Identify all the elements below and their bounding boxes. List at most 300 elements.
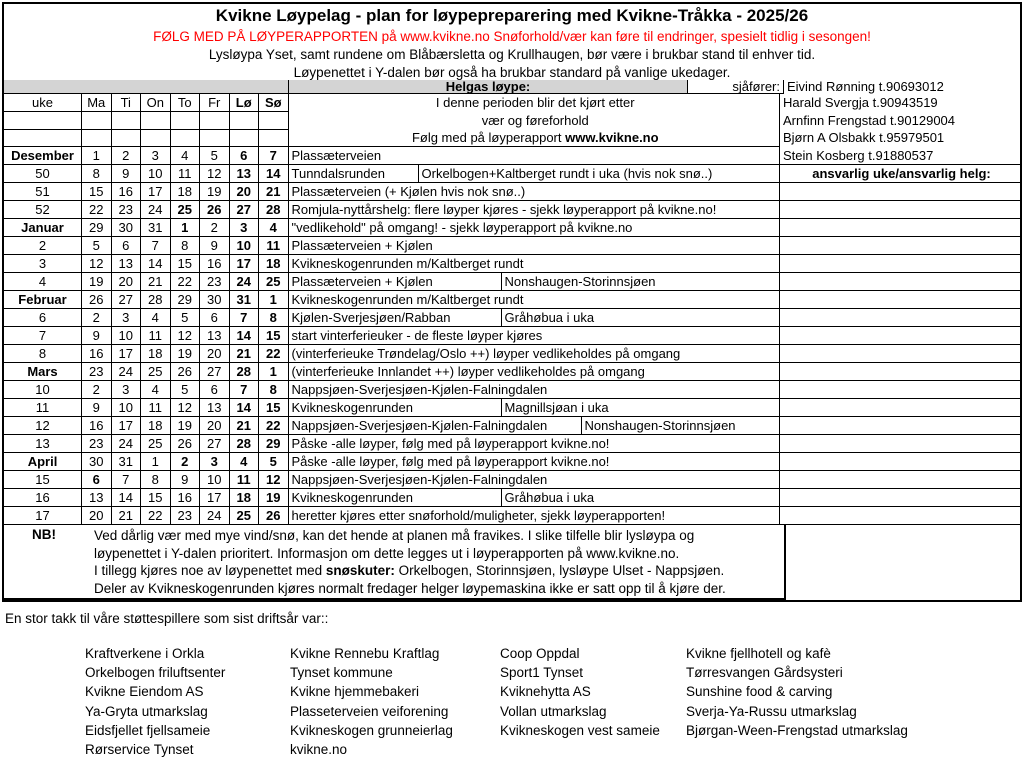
driver-cell: Harald Svergja t.90943519: [783, 95, 938, 110]
date-cell: 5: [82, 237, 112, 255]
date-cell: 13: [230, 165, 260, 183]
sponsor-name: Plasseterveien veiforening: [290, 703, 449, 719]
date-cell: 26: [200, 201, 230, 219]
route-cell: start vinterferieuker - de fleste løyper kjøres: [289, 327, 781, 345]
date-cell: 20: [230, 183, 260, 201]
route-cell: Kvikneskogenrunden m/Kaltberget rundt: [289, 291, 781, 309]
date-cell: 4: [259, 219, 289, 237]
driver-cell: Eivind Rønning t.90693012: [787, 80, 944, 94]
date-cell: 11: [141, 399, 171, 417]
date-cell: 5: [171, 381, 201, 399]
schedule-row: [4, 435, 1020, 453]
date-cell: 7: [230, 309, 260, 327]
date-cell: 21: [141, 273, 171, 291]
day-header-cell: [141, 130, 171, 147]
date-cell: 8: [82, 165, 112, 183]
uke-header-cell: [4, 112, 82, 130]
date-cell: 14: [259, 165, 289, 183]
date-cell: 22: [82, 201, 112, 219]
sponsor-name: Coop Oppdal: [500, 646, 580, 661]
date-cell: 28: [230, 435, 260, 453]
date-cell: 5: [171, 309, 201, 327]
date-cell: 21: [112, 507, 142, 525]
route-cell: Plassæterveien + Kjølen: [289, 237, 781, 255]
period-note-cell: Følg med på løyperapport www.kvikne.no: [289, 130, 781, 147]
date-cell: 10: [200, 471, 230, 489]
date-cell: 6: [200, 309, 230, 327]
date-cell: 18: [141, 345, 171, 363]
route-cell: Nonshaugen-Storinnsjøen: [582, 417, 781, 435]
week-number-cell: 12: [4, 417, 82, 435]
route-cell: Kvikneskogenrunden m/Kaltberget rundt: [289, 255, 781, 273]
day-header-cell: [82, 112, 112, 130]
page-title: Kvikne Løypelag - plan for løypepreparering med Kvikne-Tråkka - 2025/26: [215, 6, 809, 25]
sponsor-name: Sport1 Tynset: [500, 665, 584, 681]
schedule-row: [4, 489, 1020, 507]
week-number-cell: 3: [4, 255, 82, 273]
route-cell: Tunndalsrunden: [289, 165, 419, 183]
date-cell: 21: [259, 183, 289, 201]
date-cell: 20: [200, 417, 230, 435]
day-header-cell: To: [171, 94, 201, 112]
ansvarlig-empty-cell: [780, 417, 1020, 435]
nb-line: Deler av Kvikneskogenrunden kjøres normalt fredager helger løypemaskina ikke er satt opp til å kjøre der.: [94, 580, 726, 596]
day-header-cell: [230, 112, 260, 130]
date-cell: 24: [141, 201, 171, 219]
date-cell: 31: [230, 291, 260, 309]
helgas-spacer-cell: [4, 80, 289, 94]
date-cell: 18: [141, 417, 171, 435]
date-cell: 12: [171, 399, 201, 417]
date-cell: 5: [259, 453, 289, 471]
date-cell: 16: [200, 255, 230, 273]
date-cell: 19: [82, 273, 112, 291]
sponsor-column: [500, 644, 660, 740]
date-cell: 1: [259, 363, 289, 381]
date-cell: 31: [141, 219, 171, 237]
helgas-label-cell: Helgas løype:: [289, 80, 688, 94]
date-cell: 19: [259, 489, 289, 507]
route-cell: (vinterferieuke Innlandet ++) løyper vedlikeholdes på omgang: [289, 363, 781, 381]
date-cell: 7: [230, 381, 260, 399]
schedule-row: [4, 201, 1020, 219]
week-number-cell: 11: [4, 399, 82, 417]
sjafor-label-cell: sjåfører:: [688, 80, 784, 94]
date-cell: 3: [141, 147, 171, 165]
kvikne-url: www.kvikne.no: [565, 130, 659, 145]
ansvarlig-empty-cell: [780, 435, 1020, 453]
date-cell: 22: [259, 417, 289, 435]
warning-line: FØLG MED PÅ LØYPERAPPORTEN på www.kvikne.no Snøforhold/vær kan føre til endringer, spesielt tidlig i sesongen!: [153, 29, 871, 44]
date-cell: 10: [112, 399, 142, 417]
schedule-row: [4, 237, 1020, 255]
date-cell: 27: [230, 201, 260, 219]
date-cell: 14: [230, 327, 260, 345]
date-cell: 14: [141, 255, 171, 273]
day-header-cell: [112, 130, 142, 147]
date-cell: 25: [141, 435, 171, 453]
date-cell: 30: [200, 291, 230, 309]
date-cell: 4: [141, 381, 171, 399]
week-number-cell: 4: [4, 273, 82, 291]
sponsor-name: Sunshine food & carving: [686, 684, 833, 700]
date-cell: 1: [82, 147, 112, 165]
uke-header-cell: [4, 130, 82, 147]
sponsor-name: Tynset kommune: [290, 665, 393, 681]
date-cell: 24: [112, 363, 142, 381]
day-header-cell: Sø: [259, 94, 289, 112]
day-header-cell: On: [141, 94, 171, 112]
sponsor-name: Kvikne hjemmebakeri: [290, 684, 420, 700]
date-cell: 13: [112, 255, 142, 273]
date-cell: 11: [230, 471, 260, 489]
date-cell: 2: [171, 453, 201, 471]
week-number-cell: 13: [4, 435, 82, 453]
route-cell: Magnillsjøan i uka: [502, 399, 781, 417]
route-cell: Gråhøbua i uka: [502, 489, 781, 507]
date-cell: 17: [230, 255, 260, 273]
week-number-cell: 6: [4, 309, 82, 327]
date-cell: 8: [259, 309, 289, 327]
date-cell: 25: [171, 201, 201, 219]
driver-cell: Arnfinn Frengstad t.90129004: [783, 113, 956, 128]
date-cell: 3: [112, 381, 142, 399]
week-number-cell: 2: [4, 237, 82, 255]
ansvarlig-empty-cell: [780, 309, 1020, 327]
date-cell: 18: [230, 489, 260, 507]
date-cell: 21: [230, 417, 260, 435]
nb-line: I tillegg kjøres noe av løypenettet med snøskuter: Orkelbogen, Storinnsjøen, lysløype Ulset - Nappsjøen.: [94, 563, 725, 578]
date-cell: 12: [200, 165, 230, 183]
date-cell: 9: [112, 165, 142, 183]
sponsor-name: Ya-Gryta utmarkslag: [85, 703, 208, 719]
schedule-row: [4, 417, 1020, 435]
sponsor-name: Tørresvangen Gårdsysteri: [686, 665, 843, 681]
route-cell: Plassæterveien: [289, 147, 781, 165]
schedule-row: [4, 291, 1020, 309]
sponsor-name: Rørservice Tynset: [85, 742, 194, 758]
header-spacer-row: [4, 130, 1020, 147]
date-cell: 15: [141, 489, 171, 507]
date-cell: 9: [82, 399, 112, 417]
month-label-cell: April: [4, 453, 82, 471]
date-cell: 1: [171, 219, 201, 237]
route-cell: Plassæterveien + Kjølen: [289, 273, 502, 291]
day-header-cell: [171, 130, 201, 147]
date-cell: 23: [200, 273, 230, 291]
schedule-row: [4, 255, 1020, 273]
schedule-row: [4, 309, 1020, 327]
schedule-row: [4, 165, 1020, 183]
sponsor-name: Kvikne Eiendom AS: [85, 684, 204, 700]
date-cell: 11: [141, 327, 171, 345]
day-header-cell: [171, 112, 201, 130]
date-cell: 15: [259, 327, 289, 345]
schedule-row: [4, 219, 1020, 237]
route-cell: Romjula-nyttårshelg: flere løyper kjøres - sjekk løyperapport på kvikne.no!: [289, 201, 781, 219]
month-label-cell: Mars: [4, 363, 82, 381]
date-cell: 4: [141, 309, 171, 327]
date-cell: 26: [171, 435, 201, 453]
sponsor-name: kvikne.no: [290, 742, 348, 758]
ansvarlig-empty-cell: [780, 291, 1020, 309]
schedule-row: [4, 183, 1020, 201]
date-cell: 23: [171, 507, 201, 525]
date-cell: 7: [141, 237, 171, 255]
ansvarlig-empty-cell: [780, 507, 1020, 525]
date-cell: 31: [112, 453, 142, 471]
date-cell: 11: [171, 165, 201, 183]
route-cell: Plassæterveien (+ Kjølen hvis nok snø..): [289, 183, 781, 201]
schedule-row: [4, 399, 1020, 417]
date-cell: 12: [82, 255, 112, 273]
date-cell: 26: [82, 291, 112, 309]
helgas-row: [4, 80, 1020, 94]
sponsor-name: Kvikneskogen vest sameie: [500, 722, 660, 738]
month-label-cell: Februar: [4, 291, 82, 309]
date-cell: 30: [112, 219, 142, 237]
nb-section: [2, 525, 786, 600]
route-cell: "vedlikehold" på omgang! - sjekk løyperapport på kvikne.no: [289, 219, 781, 237]
driver-cell: Bjørn A Olsbakk t.95979501: [783, 130, 945, 145]
weekday-header-row: [4, 94, 1020, 112]
date-cell: 1: [259, 291, 289, 309]
week-number-cell: 16: [4, 489, 82, 507]
sponsor-name: Orkelbogen friluftsenter: [85, 665, 226, 681]
date-cell: 18: [259, 255, 289, 273]
week-number-cell: 8: [4, 345, 82, 363]
route-cell: heretter kjøres etter snøforhold/muligheter, sjekk løyperapporten!: [289, 507, 781, 525]
date-cell: 12: [259, 471, 289, 489]
date-cell: 25: [141, 363, 171, 381]
date-cell: 5: [200, 147, 230, 165]
day-header-cell: [141, 112, 171, 130]
date-cell: 6: [230, 147, 260, 165]
sponsor-name: Kvikne fjellhotell og kafè: [686, 646, 831, 661]
day-header-cell: [112, 112, 142, 130]
week-number-cell: 15: [4, 471, 82, 489]
route-cell: Gråhøbua i uka: [502, 309, 781, 327]
date-cell: 23: [112, 201, 142, 219]
route-cell: (vinterferieuke Trøndelag/Oslo ++) løyper vedlikeholdes på omgang: [289, 345, 781, 363]
nb-text: [94, 527, 726, 597]
date-cell: 3: [112, 309, 142, 327]
route-cell: Kvikneskogenrunden: [289, 399, 502, 417]
date-cell: 8: [171, 237, 201, 255]
month-label-cell: Januar: [4, 219, 82, 237]
day-header-cell: Ma: [82, 94, 112, 112]
date-cell: 7: [112, 471, 142, 489]
sponsor-column: [85, 644, 225, 759]
schedule-row: [4, 273, 1020, 291]
date-cell: 3: [200, 453, 230, 471]
date-cell: 28: [230, 363, 260, 381]
route-cell: Nappsjøen-Sverjesjøen-Kjølen-Falningdalen: [289, 381, 781, 399]
date-cell: 30: [82, 453, 112, 471]
date-cell: 1: [141, 453, 171, 471]
document-header: [4, 4, 1020, 80]
date-cell: 4: [171, 147, 201, 165]
ansvarlig-empty-cell: [780, 489, 1020, 507]
route-cell: Nonshaugen-Storinnsjøen: [502, 273, 781, 291]
schedule-row: [4, 147, 1020, 165]
schedule-row: [4, 327, 1020, 345]
day-header-cell: [200, 130, 230, 147]
ansvarlig-empty-cell: [780, 237, 1020, 255]
date-cell: 13: [82, 489, 112, 507]
nb-label: NB!: [32, 527, 56, 542]
date-cell: 23: [82, 363, 112, 381]
date-cell: 22: [141, 507, 171, 525]
week-number-cell: 50: [4, 165, 82, 183]
ansvarlig-empty-cell: [780, 345, 1020, 363]
date-cell: 16: [112, 183, 142, 201]
ansvarlig-empty-cell: [780, 219, 1020, 237]
sponsor-name: Kviknehytta AS: [500, 684, 591, 700]
header-spacer-row: [4, 112, 1020, 130]
route-cell: Nappsjøen-Sverjesjøen-Kjølen-Falningdalen: [289, 471, 781, 489]
schedule-row: [4, 345, 1020, 363]
week-number-cell: 52: [4, 201, 82, 219]
nb-line: Ved dårlig vær med mye vind/snø, kan det hende at planen må fravikes. I slike tilfelle blir lysløypa og: [94, 528, 695, 543]
date-cell: 25: [230, 507, 260, 525]
date-cell: 29: [259, 435, 289, 453]
date-cell: 15: [82, 183, 112, 201]
sponsor-name: Sverja-Ya-Russu utmarkslag: [686, 703, 857, 719]
date-cell: 10: [230, 237, 260, 255]
sponsor-column: [290, 644, 453, 759]
date-cell: 11: [259, 237, 289, 255]
plan-document: [2, 2, 1022, 602]
date-cell: 23: [82, 435, 112, 453]
date-cell: 26: [259, 507, 289, 525]
uke-header-cell: uke: [4, 94, 82, 112]
day-header-cell: [230, 130, 260, 147]
ansvarlig-empty-cell: [780, 381, 1020, 399]
date-cell: 8: [141, 471, 171, 489]
day-header-cell: [259, 112, 289, 130]
date-cell: 29: [82, 219, 112, 237]
date-cell: 27: [200, 435, 230, 453]
route-cell: Kjølen-Sverjesjøen/Rabban: [289, 309, 502, 327]
route-cell: Kvikneskogenrunden: [289, 489, 502, 507]
ansvarlig-empty-cell: [780, 471, 1020, 489]
date-cell: 2: [200, 219, 230, 237]
week-number-cell: 17: [4, 507, 82, 525]
date-cell: 17: [141, 183, 171, 201]
ansvarlig-empty-cell: [780, 327, 1020, 345]
day-header-cell: [259, 130, 289, 147]
week-number-cell: 51: [4, 183, 82, 201]
date-cell: 26: [171, 363, 201, 381]
date-cell: 24: [112, 435, 142, 453]
date-cell: 9: [200, 237, 230, 255]
date-cell: 2: [82, 381, 112, 399]
sponsor-name: Eidsfjellet fjellsameie: [85, 722, 211, 738]
date-cell: 10: [141, 165, 171, 183]
nb-line: løypenettet i Y-dalen prioritert. Informasjon om dette legges ut i løyperapporten på www.kvikne.no.: [94, 545, 680, 561]
date-cell: 6: [200, 381, 230, 399]
ansvarlig-empty-cell: [780, 183, 1020, 201]
ansvarlig-empty-cell: [780, 453, 1020, 471]
date-cell: 7: [259, 147, 289, 165]
date-cell: 14: [112, 489, 142, 507]
date-cell: 28: [259, 201, 289, 219]
date-cell: 17: [200, 489, 230, 507]
schedule-row: [4, 381, 1020, 399]
route-cell: Nappsjøen-Sverjesjøen-Kjølen-Falningdalen: [289, 417, 582, 435]
ansvarlig-empty-cell: [780, 363, 1020, 381]
route-cell: Påske -alle løyper, følg med på løyperapport kvikne.no!: [289, 435, 781, 453]
date-cell: 25: [259, 273, 289, 291]
date-cell: 16: [82, 417, 112, 435]
date-cell: 22: [259, 345, 289, 363]
day-header-cell: [82, 130, 112, 147]
date-cell: 17: [112, 345, 142, 363]
date-cell: 27: [200, 363, 230, 381]
week-number-cell: 10: [4, 381, 82, 399]
date-cell: 2: [82, 309, 112, 327]
day-header-cell: Ti: [112, 94, 142, 112]
date-cell: 27: [112, 291, 142, 309]
month-label-cell: Desember: [4, 147, 82, 165]
schedule-row: [4, 453, 1020, 471]
ansvarlig-empty-cell: [780, 273, 1020, 291]
date-cell: 20: [82, 507, 112, 525]
date-cell: 20: [112, 273, 142, 291]
date-cell: 3: [230, 219, 260, 237]
date-cell: 20: [200, 345, 230, 363]
schedule-table: [4, 80, 1020, 525]
date-cell: 10: [112, 327, 142, 345]
sponsor-name: Bjørgan-Ween-Frengstad utmarkslag: [686, 722, 908, 738]
date-cell: 24: [230, 273, 260, 291]
schedule-row: [4, 363, 1020, 381]
day-header-cell: Lø: [230, 94, 260, 112]
sponsor-name: Vollan utmarkslag: [500, 703, 607, 719]
period-note-cell: vær og føreforhold: [289, 112, 781, 130]
ansvarlig-empty-cell: [780, 399, 1020, 417]
date-cell: 16: [82, 345, 112, 363]
date-cell: 6: [112, 237, 142, 255]
date-cell: 9: [171, 471, 201, 489]
date-cell: 15: [259, 399, 289, 417]
date-cell: 16: [171, 489, 201, 507]
sponsor-name: Kvikne Rennebu Kraftlag: [290, 646, 440, 661]
date-cell: 14: [230, 399, 260, 417]
date-cell: 21: [230, 345, 260, 363]
date-cell: 19: [171, 345, 201, 363]
sponsors-heading: En stor takk til våre støttespillere som sist driftsår var::: [5, 611, 329, 626]
date-cell: 17: [112, 417, 142, 435]
date-cell: 29: [171, 291, 201, 309]
week-number-cell: 7: [4, 327, 82, 345]
sponsor-name: Kraftverkene i Orkla: [85, 646, 205, 661]
date-cell: 2: [112, 147, 142, 165]
date-cell: 19: [200, 183, 230, 201]
ansvarlig-empty-cell: [780, 201, 1020, 219]
date-cell: 13: [200, 399, 230, 417]
ansvarlig-header-cell: ansvarlig uke/ansvarlig helg:: [780, 165, 1020, 183]
header-line-2: Løypenettet i Y-dalen bør også ha brukbar standard på vanlige ukedager.: [293, 65, 731, 80]
schedule-row: [4, 471, 1020, 489]
day-header-cell: [200, 112, 230, 130]
sponsor-column: [686, 644, 908, 740]
header-line-1: Lysløypa Yset, samt rundene om Blåbærsletta og Krullhaugen, bør være i brukbar stand til enhver tid.: [208, 47, 816, 62]
period-note-cell: I denne perioden blir det kjørt etter: [289, 94, 781, 112]
route-cell: Påske -alle løyper, følg med på løyperapport kvikne.no!: [289, 453, 781, 471]
ansvarlig-empty-cell: [780, 255, 1020, 273]
